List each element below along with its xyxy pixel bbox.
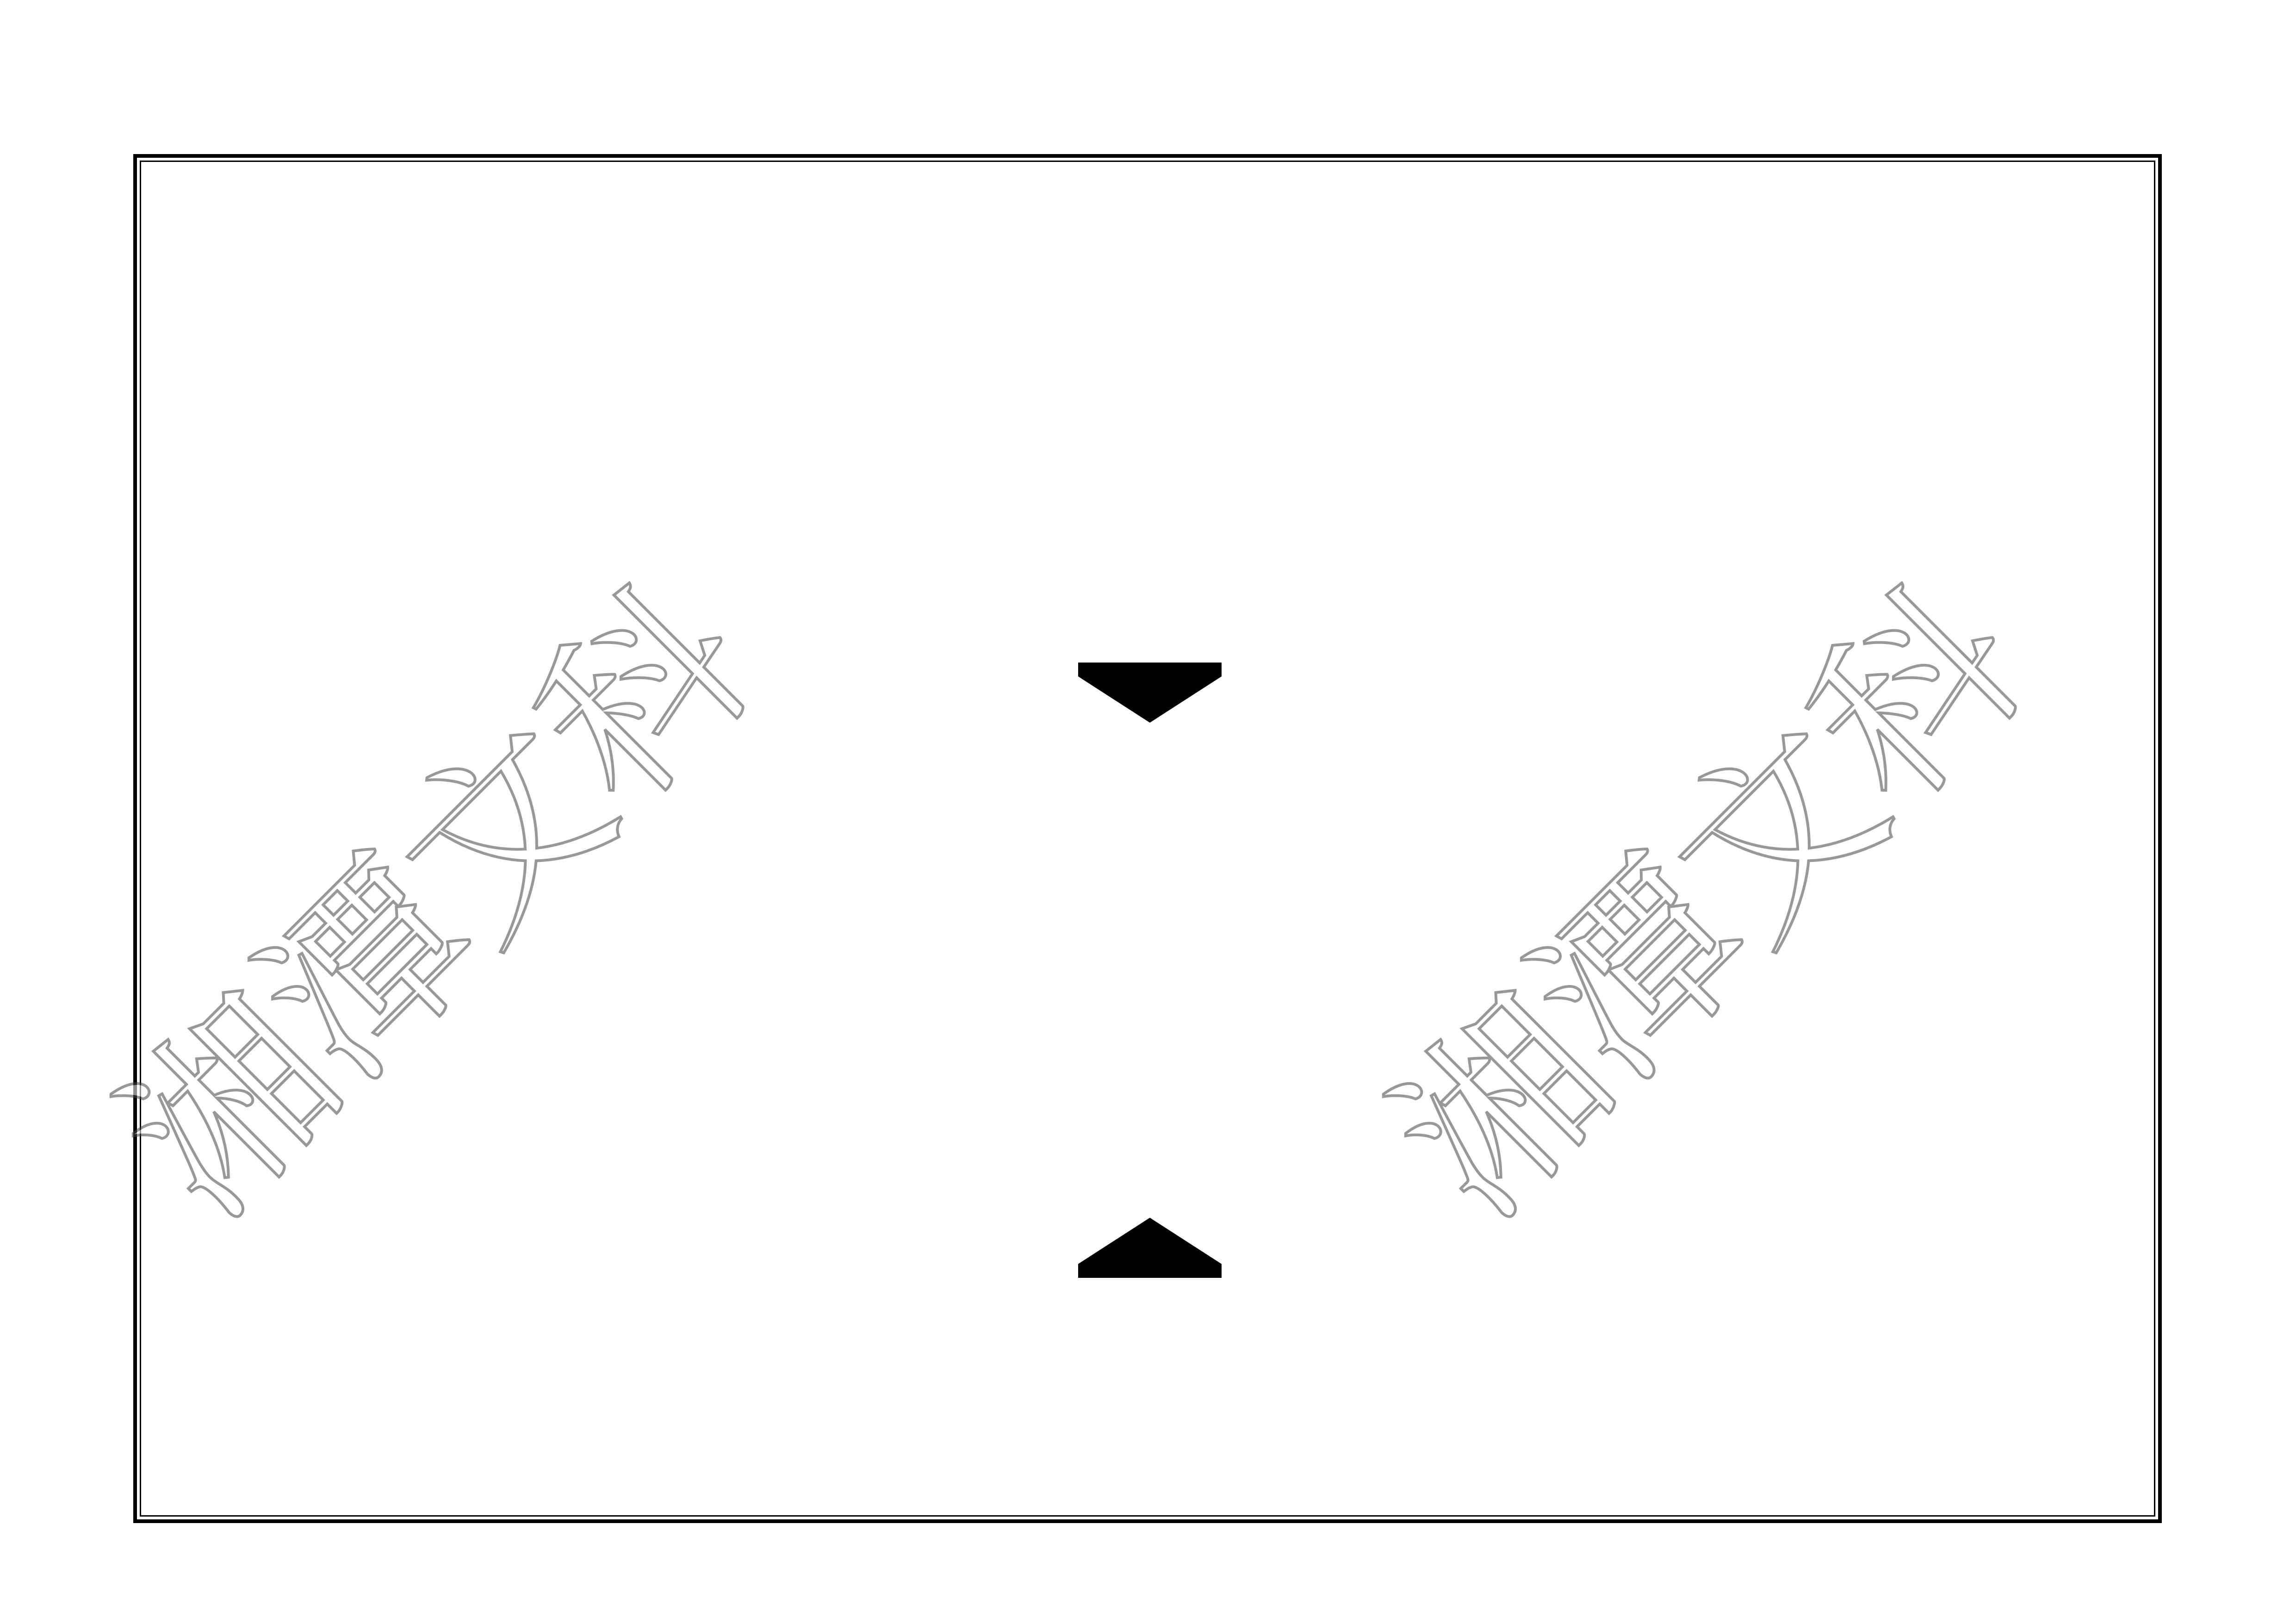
spine-bottom-bracket	[1078, 1218, 1222, 1278]
spine-ornament	[1078, 663, 1222, 1278]
watermark-left: 湘潭文科	[83, 546, 794, 1256]
watermark-right: 湘潭文科	[1356, 546, 2066, 1256]
spine-top-bracket	[1078, 663, 1222, 723]
